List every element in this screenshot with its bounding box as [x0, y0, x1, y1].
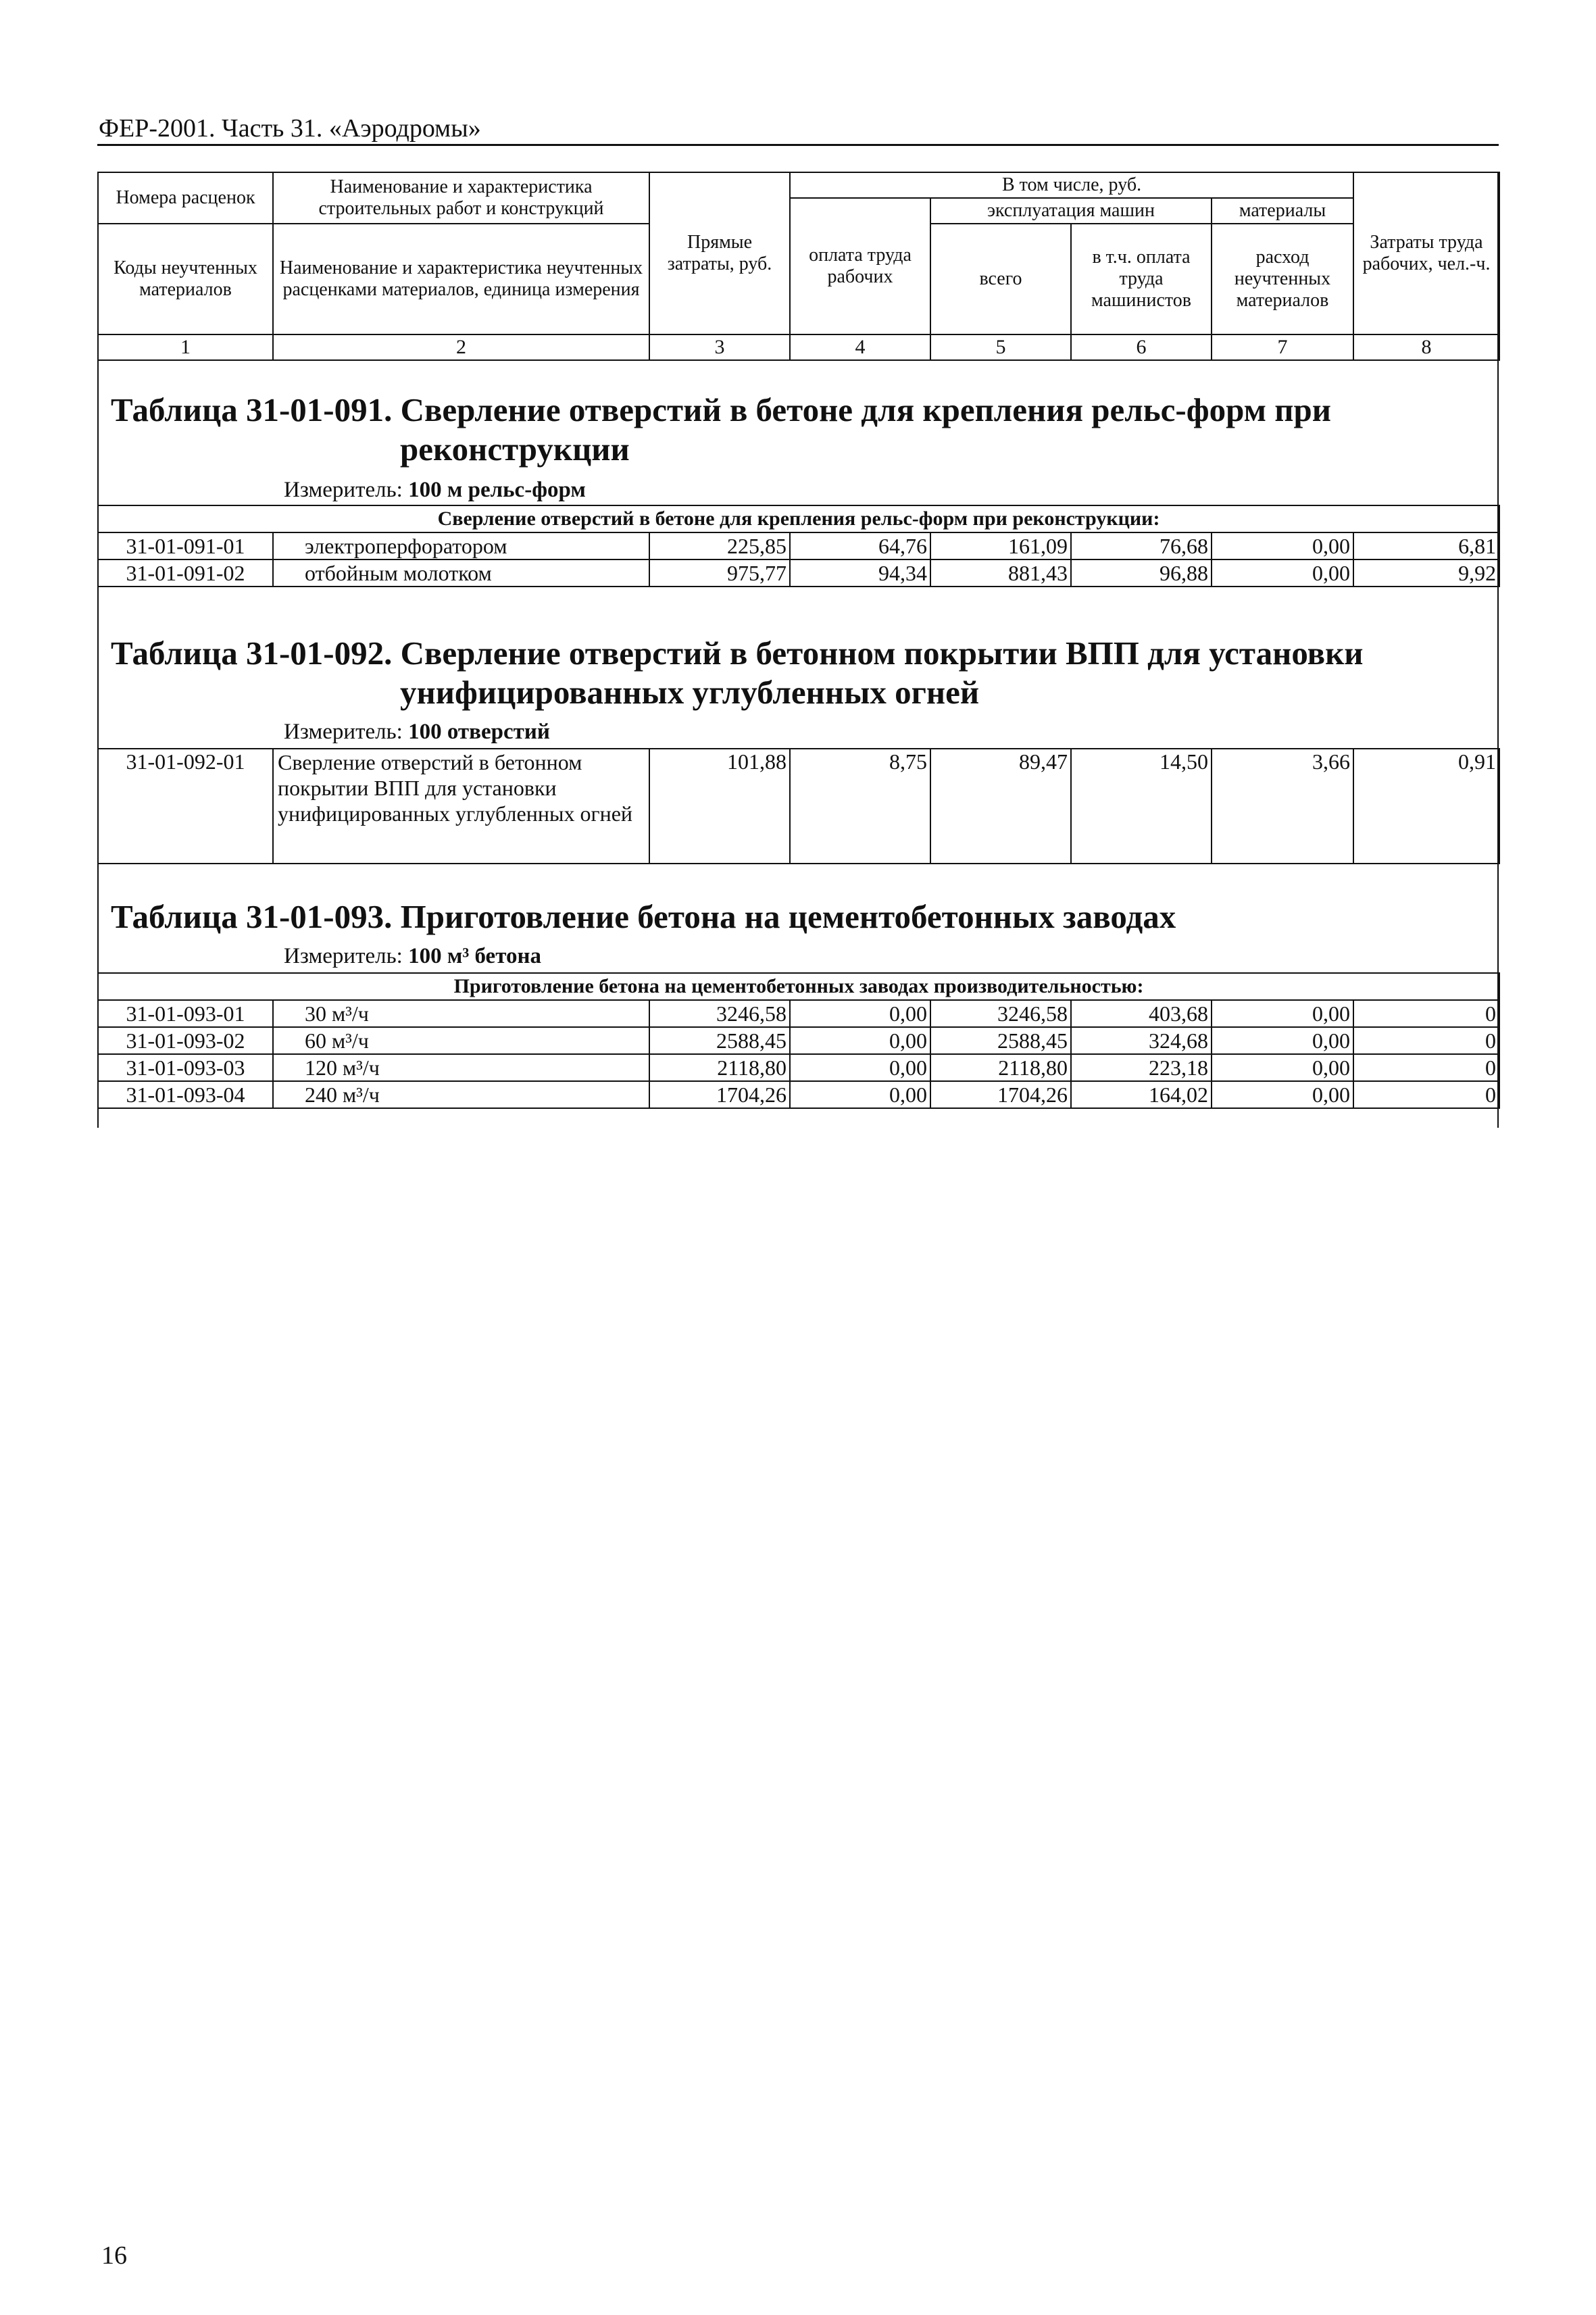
- meter-value: 100 отверстий: [408, 720, 550, 744]
- table-row: [98, 1054, 1499, 1081]
- meter-value: 100 м рельс-форм: [408, 478, 586, 502]
- row-machines-total: 2588,45: [930, 1027, 1071, 1054]
- row-materials: 0,00: [1212, 1081, 1353, 1108]
- row-name: отбойным молотком: [273, 559, 649, 587]
- row-worker-pay: 0,00: [790, 1081, 930, 1108]
- col-header-material-usage: расход неучтенных материалов: [1212, 224, 1353, 334]
- col-header-codes: Номера расценок: [98, 172, 273, 224]
- table-row: [98, 1000, 1499, 1027]
- col-header-worker-pay: оплата труда рабочих: [790, 198, 930, 334]
- table-091-group-label: Сверление отверстий в бетоне для крепления рельс-форм при реконструкции:: [98, 505, 1499, 532]
- table-row: [98, 1081, 1499, 1108]
- row-machines-total: 161,09: [930, 532, 1071, 559]
- table-092-meter: [284, 718, 550, 745]
- row-materials: 0,00: [1212, 1054, 1353, 1081]
- row-direct-costs: 3246,58: [649, 1000, 790, 1027]
- table-092-title-line1: Таблица 31-01-092. Сверление отверстий в бетонном покрытии ВПП для установки: [111, 634, 1364, 672]
- row-direct-costs: 2588,45: [649, 1027, 790, 1054]
- col-header-machines-total: всего: [930, 224, 1071, 334]
- col-header-direct-costs: Прямые затраты, руб.: [649, 172, 790, 334]
- row-worker-pay: 0,00: [790, 1027, 930, 1054]
- table-091-title-line2: реконструкции: [400, 430, 630, 468]
- row-operator-pay: 223,18: [1071, 1054, 1212, 1081]
- table-091-meter: [284, 476, 586, 503]
- row-worker-pay: 8,75: [790, 749, 930, 864]
- row-labor-hours: 0: [1353, 1081, 1499, 1108]
- meter-label: Измеритель:: [284, 944, 403, 968]
- row-worker-pay: 64,76: [790, 532, 930, 559]
- row-name: 60 м³/ч: [273, 1027, 649, 1054]
- row-operator-pay: 96,88: [1071, 559, 1212, 587]
- row-materials: 3,66: [1212, 749, 1353, 864]
- row-labor-hours: 0,91: [1353, 749, 1499, 864]
- row-worker-pay: 94,34: [790, 559, 930, 587]
- row-code: 31-01-093-01: [98, 1000, 273, 1027]
- row-name: Сверление отверстий в бетонном покрытии ВПП для установки унифицированных углубленных огней: [273, 749, 649, 864]
- row-code: 31-01-091-01: [98, 532, 273, 559]
- row-materials: 0,00: [1212, 1027, 1353, 1054]
- col-header-work-name: Наименование и характеристика строительных работ и конструкций: [273, 172, 649, 224]
- row-worker-pay: 0,00: [790, 1054, 930, 1081]
- col-header-material-name: Наименование и характеристика неучтенных расценками материалов, единица измерения: [273, 224, 649, 334]
- table-row: [98, 532, 1499, 559]
- row-name: 30 м³/ч: [273, 1000, 649, 1027]
- document-title: ФЕР-2001. Часть 31. «Аэродромы»: [99, 114, 481, 143]
- row-code: 31-01-091-02: [98, 559, 273, 587]
- row-direct-costs: 975,77: [649, 559, 790, 587]
- col-number: 5: [930, 334, 1071, 360]
- meter-label: Измеритель:: [284, 720, 403, 744]
- row-name: 240 м³/ч: [273, 1081, 649, 1108]
- row-operator-pay: 164,02: [1071, 1081, 1212, 1108]
- row-code: 31-01-093-02: [98, 1027, 273, 1054]
- col-number: 6: [1071, 334, 1212, 360]
- row-direct-costs: 2118,80: [649, 1054, 790, 1081]
- table-092-title-line2: унифицированных углубленных огней: [400, 674, 980, 711]
- col-header-labor-hours: Затраты труда рабочих, чел.-ч.: [1353, 172, 1499, 334]
- col-number: 7: [1212, 334, 1353, 360]
- row-operator-pay: 76,68: [1071, 532, 1212, 559]
- row-machines-total: 3246,58: [930, 1000, 1071, 1027]
- header-rule: [97, 144, 1499, 146]
- document-header: [97, 114, 1499, 146]
- row-code: 31-01-093-03: [98, 1054, 273, 1081]
- row-direct-costs: 1704,26: [649, 1081, 790, 1108]
- meter-value: 100 м³ бетона: [408, 944, 541, 968]
- row-operator-pay: 14,50: [1071, 749, 1212, 864]
- col-number: 2: [273, 334, 649, 360]
- row-labor-hours: 0: [1353, 1054, 1499, 1081]
- table-091-title-line1: Таблица 31-01-091. Сверление отверстий в бетоне для крепления рельс-форм при: [111, 391, 1331, 428]
- row-code: 31-01-093-04: [98, 1081, 273, 1108]
- table-092-data: [97, 748, 1500, 864]
- row-labor-hours: 0: [1353, 1027, 1499, 1054]
- table-093-meter: [284, 943, 541, 970]
- row-name: 120 м³/ч: [273, 1054, 649, 1081]
- row-code: 31-01-092-01: [98, 749, 273, 864]
- table-row: [98, 559, 1499, 587]
- col-number: 1: [98, 334, 273, 360]
- table-093-data: [97, 972, 1500, 1109]
- row-machines-total: 2118,80: [930, 1054, 1071, 1081]
- table-row: [98, 749, 1499, 864]
- row-machines-total: 881,43: [930, 559, 1071, 587]
- col-number: 3: [649, 334, 790, 360]
- row-machines-total: 89,47: [930, 749, 1071, 864]
- row-direct-costs: 225,85: [649, 532, 790, 559]
- row-direct-costs: 101,88: [649, 749, 790, 864]
- table-093-title: Таблица 31-01-093. Приготовление бетона на цементобетонных заводах: [111, 898, 1176, 935]
- row-labor-hours: 6,81: [1353, 532, 1499, 559]
- col-number: 4: [790, 334, 930, 360]
- row-machines-total: 1704,26: [930, 1081, 1071, 1108]
- row-operator-pay: 324,68: [1071, 1027, 1212, 1054]
- row-materials: 0,00: [1212, 1000, 1353, 1027]
- row-worker-pay: 0,00: [790, 1000, 930, 1027]
- page-number: 16: [101, 2241, 127, 2270]
- col-number: 8: [1353, 334, 1499, 360]
- row-materials: 0,00: [1212, 532, 1353, 559]
- meter-label: Измеритель:: [284, 478, 403, 502]
- table-row: [98, 1027, 1499, 1054]
- row-labor-hours: 0: [1353, 1000, 1499, 1027]
- col-header-operator-pay: в т.ч. оплата труда машинистов: [1071, 224, 1212, 334]
- col-header-materials: материалы: [1212, 198, 1353, 224]
- row-operator-pay: 403,68: [1071, 1000, 1212, 1027]
- col-header-material-codes: Коды неучтенных материалов: [98, 224, 273, 334]
- row-name: электроперфоратором: [273, 532, 649, 559]
- col-header-machines: эксплуатация машин: [930, 198, 1212, 224]
- row-materials: 0,00: [1212, 559, 1353, 587]
- row-labor-hours: 9,92: [1353, 559, 1499, 587]
- table-091-data: [97, 505, 1500, 587]
- column-header-table: [97, 172, 1500, 361]
- table-093-group-label: Приготовление бетона на цементобетонных заводах производительностью:: [98, 973, 1499, 1000]
- col-header-including: В том числе, руб.: [790, 172, 1353, 198]
